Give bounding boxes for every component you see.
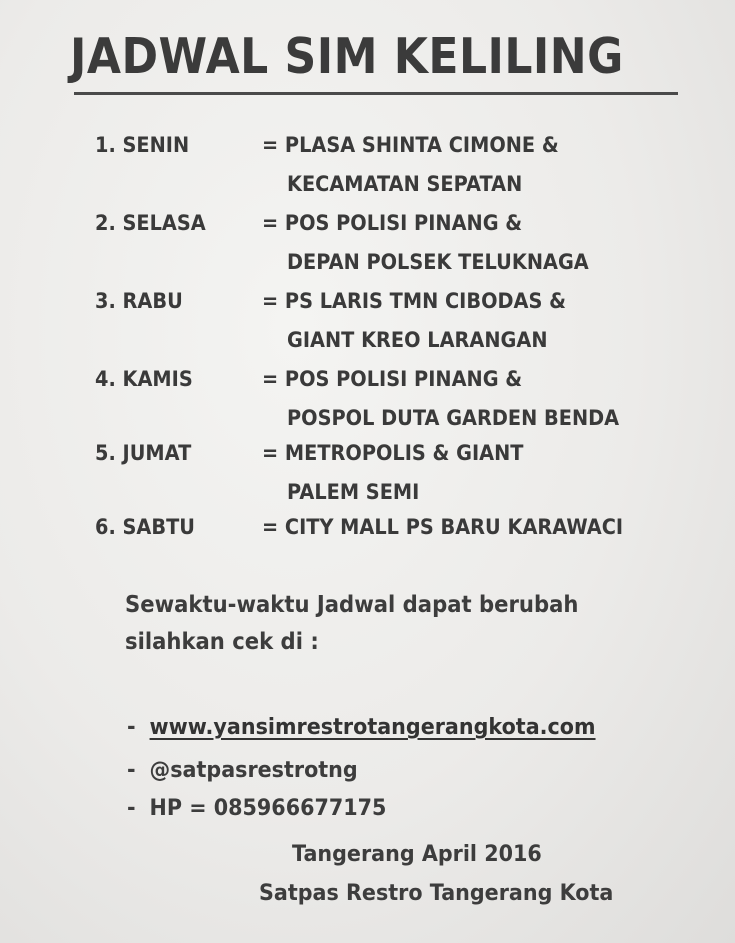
footer-place-date: Tangerang April 2016 [292, 842, 542, 867]
schedule-location-line2: GIANT KREO LARANGAN [287, 328, 548, 352]
schedule-location-line1: = PS LARIS TMN CIBODAS & [262, 289, 566, 313]
schedule-location-line1: = PLASA SHINTA CIMONE & [262, 133, 559, 157]
bullet-dash: - [127, 796, 136, 821]
schedule-day: 6. SABTU [95, 515, 195, 539]
bullet-dash: - [127, 715, 136, 740]
contact-social [127, 758, 358, 783]
schedule-location-line2: PALEM SEMI [287, 480, 420, 504]
footer-issuer: Satpas Restro Tangerang Kota [259, 881, 614, 906]
schedule-day: 5. JUMAT [95, 441, 192, 465]
schedule-day: 2. SELASA [95, 211, 206, 235]
social-handle: @satpasrestrotng [149, 758, 358, 783]
schedule-day: 1. SENIN [95, 133, 190, 157]
schedule-location-line2: POSPOL DUTA GARDEN BENDA [287, 406, 620, 430]
schedule-day: 3. RABU [95, 289, 183, 313]
page-title: JADWAL SIM KELILING [70, 28, 624, 85]
schedule-location-line1: = METROPOLIS & GIANT [262, 441, 524, 465]
schedule-location-line1: = POS POLISI PINANG & [262, 367, 523, 391]
contact-phone [127, 796, 386, 821]
website-link[interactable]: www.yansimrestrotangerangkota.com [149, 715, 596, 740]
schedule-day: 4. KAMIS [95, 367, 193, 391]
schedule-location-line1: = CITY MALL PS BARU KARAWACI [262, 515, 624, 539]
schedule-location-line2: KECAMATAN SEPATAN [287, 172, 523, 196]
contact-website [127, 715, 596, 740]
schedule-location-line1: = POS POLISI PINANG & [262, 211, 523, 235]
notice-line1: Sewaktu-waktu Jadwal dapat berubah [125, 592, 579, 618]
notice-line2: silahkan cek di : [125, 629, 319, 655]
title-underline [74, 92, 678, 95]
schedule-location-line2: DEPAN POLSEK TELUKNAGA [287, 250, 589, 274]
phone-number: HP = 085966677175 [149, 796, 387, 821]
bullet-dash: - [127, 758, 136, 783]
